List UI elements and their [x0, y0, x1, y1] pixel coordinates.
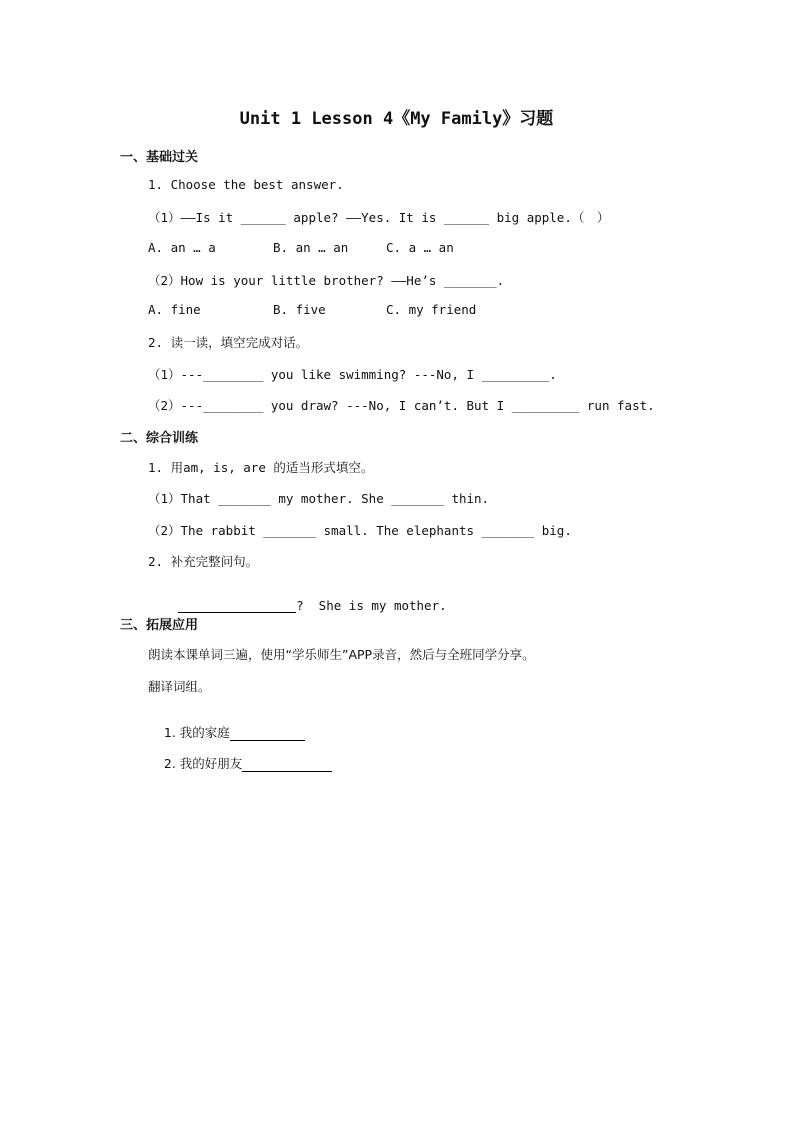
option-c: C. my friend	[386, 302, 477, 317]
question-1-sub-2: （2）How is your little brother? ——He’s _______.	[148, 273, 505, 288]
translate-item-label: 1. 我的家庭	[163, 725, 230, 740]
task-text: 朗读本课单词三遍，使用“学乐师生”APP录音，然后与全班同学分享。	[148, 647, 535, 662]
option-a: A. an … a	[148, 240, 216, 255]
question-2-prompt: 2. 补充完整问句。	[148, 554, 259, 569]
question-1-sub-1: （1）——Is it ______ apple? ——Yes. It is ______ big apple.（ ）	[148, 210, 610, 225]
section-heading-2: 二、综合训练	[120, 431, 199, 446]
question-2-answer-tail: ? She is my mother.	[296, 598, 447, 613]
option-a: A. fine	[148, 302, 201, 317]
translate-item-label: 2. 我的好朋友	[163, 756, 243, 771]
question-1-item-2: （2）The rabbit _______ small. The elephants _______ big.	[148, 523, 572, 538]
option-c: C. a … an	[386, 240, 454, 255]
answer-blank	[242, 757, 332, 772]
translate-prompt: 翻译词组。	[148, 679, 211, 694]
page-title: Unit 1 Lesson 4《My Family》习题	[239, 109, 554, 129]
option-b: B. an … an	[273, 240, 349, 255]
question-1-prompt: 1. Choose the best answer.	[148, 177, 344, 192]
section-heading-3: 三、拓展应用	[120, 618, 199, 633]
question-2-prompt: 2. 读一读，填空完成对话。	[148, 335, 309, 350]
option-b: B. five	[273, 302, 326, 317]
question-1-prompt: 1. 用am, is, are 的适当形式填空。	[148, 460, 374, 475]
question-1-item-1: （1）That _______ my mother. She _______ thin.	[148, 491, 490, 506]
translate-item-2	[148, 739, 332, 787]
section-heading-1: 一、基础过关	[120, 150, 199, 165]
question-2-item-2: （2）---________ you draw? ---No, I can’t. But I _________ run fast.	[148, 398, 655, 413]
question-2-item-1: （1）---________ you like swimming? ---No, I _________.	[148, 367, 557, 382]
answer-blank	[178, 598, 296, 613]
